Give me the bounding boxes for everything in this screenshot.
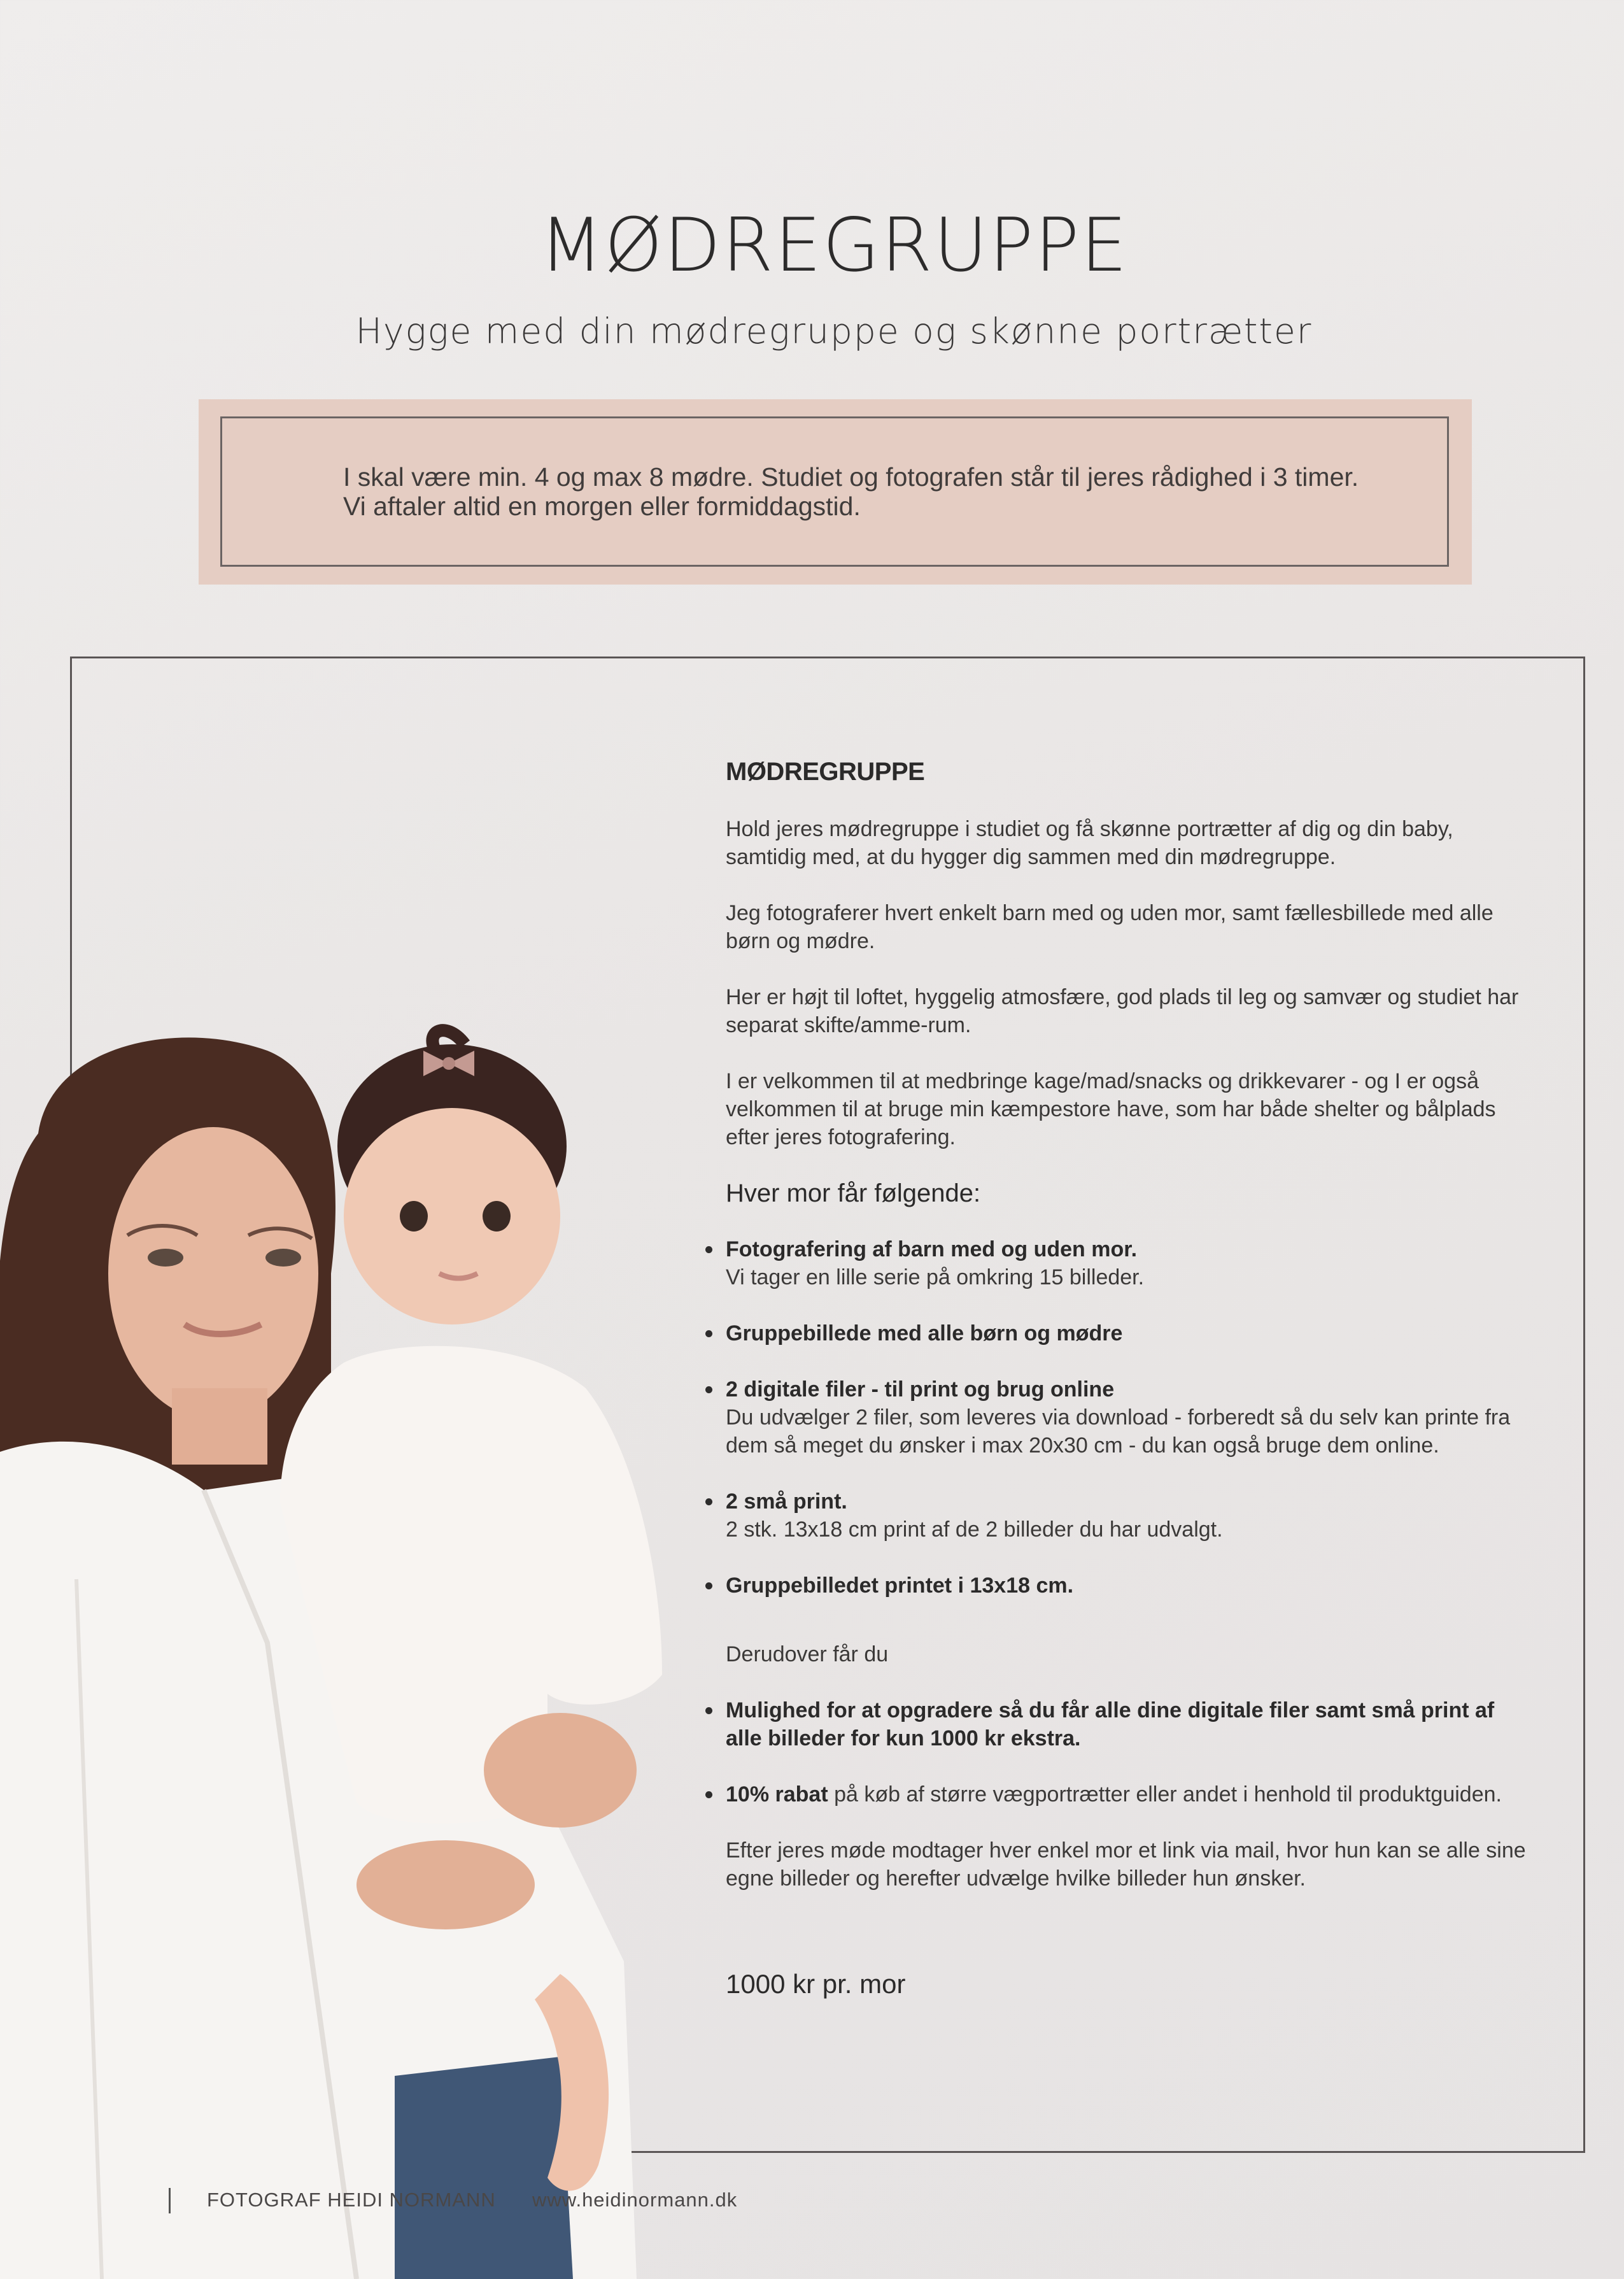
content-heading: MØDREGRUPPE	[726, 758, 925, 786]
extra-bold: 10% rabat	[726, 1782, 828, 1807]
info-box-text	[343, 462, 1425, 521]
item-title: 2 digitale filer - til print og brug online	[726, 1377, 1115, 1402]
bullet-icon	[705, 1330, 712, 1337]
item-title: Gruppebilledet printet i 13x18 cm.	[726, 1573, 1074, 1598]
bullet-icon	[705, 1386, 712, 1393]
benefits-list	[726, 1235, 1534, 1600]
bullet-icon	[705, 1582, 712, 1589]
extras-list	[726, 1696, 1534, 1808]
footer-divider	[169, 2188, 171, 2213]
item-title: Fotografering af barn med og uden mor.	[726, 1237, 1138, 1261]
list-item	[726, 1487, 1534, 1544]
mother-baby-photo	[0, 1006, 675, 2279]
benefits-heading: Hver mor får følgende:	[726, 1179, 981, 1207]
intro-paragraph: Hold jeres mødregruppe i studiet og få skønne portrætter af dig og din baby, samtidig med, at du hygger dig sammen med din mødregruppe.	[726, 817, 1453, 869]
extra-bold: Mulighed for at opgradere så du får alle dine digitale filer samt små print af alle billeder for kun 1000 kr ekstra.	[726, 1698, 1495, 1750]
info-line-1: I skal være min. 4 og max 8 mødre. Studiet og fotografen står til jeres rådighed i 3 timer.	[343, 462, 1359, 492]
closing-paragraph: Efter jeres møde modtager hver enkel mor et link via mail, hvor hun kan se alle sine egne billeder og herefter udvælge hvilke billeder hun ønsker.	[726, 1838, 1526, 1891]
list-item	[726, 1235, 1534, 1291]
page-subtitle: Hygge med din mødregruppe og skønne portrætter	[355, 311, 1313, 351]
price: 1000 kr pr. mor	[726, 1969, 906, 1999]
bullet-icon	[705, 1791, 712, 1798]
bullet-icon	[705, 1498, 712, 1505]
item-title: Gruppebillede med alle børn og mødre	[726, 1321, 1123, 1345]
studio-paragraph: Her er højt til loftet, hyggelig atmosfære, god plads til leg og samvær og studiet har separat skifte/amme-rum.	[726, 985, 1519, 1037]
extras-intro: Derudover får du	[726, 1642, 889, 1666]
list-item	[726, 1375, 1534, 1459]
list-item	[726, 1780, 1534, 1808]
extra-text: på køb af større vægportrætter eller andet i henhold til produktguiden.	[828, 1782, 1502, 1807]
item-title: 2 små print.	[726, 1489, 847, 1514]
footer-name: FOTOGRAF HEIDI NORMANN	[207, 2189, 496, 2211]
photography-paragraph: Jeg fotograferer hvert enkelt barn med og uden mor, samt fællesbillede med alle børn og mødre.	[726, 901, 1493, 953]
footer-url[interactable]: www.heidinormann.dk	[532, 2189, 738, 2211]
bullet-icon	[705, 1246, 712, 1253]
list-item	[726, 1696, 1534, 1752]
item-text: Du udvælger 2 filer, som leveres via download - forberedt så du selv kan printe fra dem så meget du ønsker i max 20x30 cm - du kan også bruge dem online.	[726, 1405, 1511, 1458]
list-item	[726, 1319, 1534, 1347]
page-title: MØDREGRUPPE	[539, 202, 1129, 288]
bullet-icon	[705, 1707, 712, 1714]
item-text: 2 stk. 13x18 cm print af de 2 billeder du har udvalgt.	[726, 1517, 1223, 1542]
refreshments-paragraph: I er velkommen til at medbringe kage/mad/snacks og drikkevarer - og I er også velkommen til at bruge min kæmpestore have, som har både shelter og bålplads efter jeres fotografering.	[726, 1069, 1496, 1149]
info-line-2: Vi aftaler altid en morgen eller formiddagstid.	[343, 492, 861, 521]
content-column	[726, 758, 1534, 1998]
list-item	[726, 1572, 1534, 1600]
item-text: Vi tager en lille serie på omkring 15 billeder.	[726, 1265, 1145, 1289]
